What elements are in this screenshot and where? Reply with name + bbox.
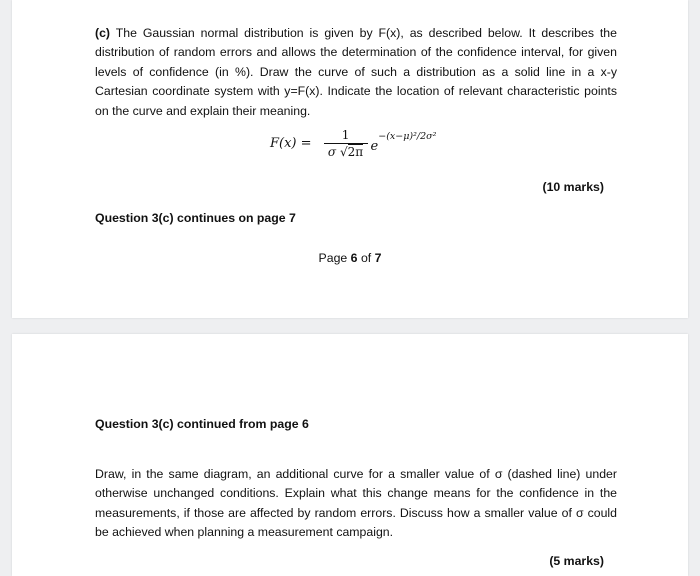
page-number xyxy=(12,251,688,265)
part-label: (c) xyxy=(95,26,111,40)
exam-page-6 xyxy=(12,0,688,318)
equation-denominator xyxy=(328,144,363,159)
exp-base: e xyxy=(370,139,379,154)
marks-5: (5 marks) xyxy=(549,554,604,568)
equation-fraction xyxy=(324,128,368,159)
continues-note: Question 3(c) continues on page 7 xyxy=(95,211,296,225)
radicand: 2π xyxy=(347,145,364,159)
page-prefix: Page xyxy=(318,251,348,265)
equation-exponential xyxy=(371,133,437,154)
continued-note: Question 3(c) continued from page 6 xyxy=(95,417,309,431)
equation-lhs: F(x) = xyxy=(270,136,312,151)
equation-numerator: 1 xyxy=(324,128,368,144)
page-separator: of xyxy=(360,251,372,265)
marks-10: (10 marks) xyxy=(542,180,604,194)
radical-sign: √ xyxy=(339,145,348,159)
gaussian-equation xyxy=(270,128,436,159)
denominator-sigma: σ xyxy=(327,145,337,159)
page-total: 7 xyxy=(374,251,382,265)
exp-power: −(x−μ)²/2σ² xyxy=(378,131,437,142)
part-body: The Gaussian normal distribution is given by F(x), as described below. It describes the distribution of random errors and allows the determination of the confidence interval, for given levels of confidence (in %). Draw the curve of such a distribution as a solid line in a x-y Cartesian coordinate system with y=F(x). Indicate the location of relevant characteristic points on the curve and explain their meaning. xyxy=(95,26,617,118)
question-3c-text xyxy=(95,24,617,121)
page-current: 6 xyxy=(350,251,358,265)
exam-page-7 xyxy=(12,334,688,576)
question-3c-continued-text: Draw, in the same diagram, an additional curve for a smaller value of σ (dashed line) under otherwise unchanged conditions. Explain what this change means for the confidence in the measurements, if those are affected by random errors. Discuss how a smaller value of σ could be achieved when planning a measurement campaign. xyxy=(95,467,617,540)
